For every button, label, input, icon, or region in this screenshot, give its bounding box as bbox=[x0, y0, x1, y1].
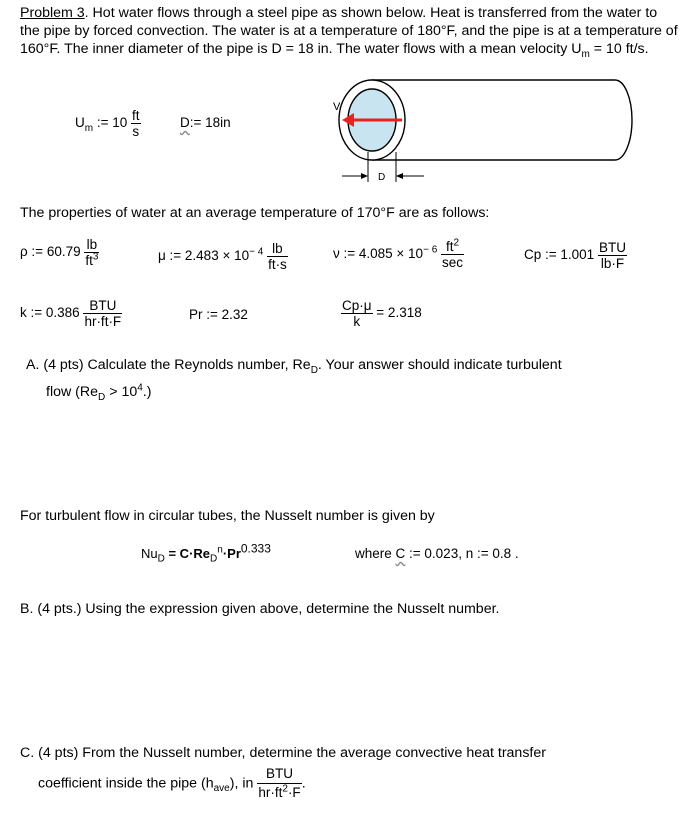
diameter-arrowhead-left bbox=[361, 173, 368, 179]
nusselt-constants bbox=[355, 546, 519, 561]
h-den-exp: 2 bbox=[282, 783, 288, 795]
prandtl-ratio bbox=[341, 298, 422, 329]
nu-pr: ·Pr bbox=[222, 546, 241, 561]
nu-lhs-sub: D bbox=[157, 553, 165, 565]
part-c-text-a: coefficient inside the pipe (h bbox=[38, 775, 214, 792]
nu-lhs: Nu bbox=[141, 546, 158, 561]
c-label: C bbox=[395, 546, 406, 561]
h-unit-den bbox=[257, 784, 301, 802]
um-sub: m bbox=[84, 122, 94, 134]
rho-den-text: ft bbox=[85, 253, 93, 268]
part-a-text-4: > 10 bbox=[105, 384, 138, 400]
nu-eq: = C·Re bbox=[164, 546, 211, 561]
part-a-sub-1: D bbox=[310, 364, 318, 376]
pipe-body bbox=[372, 80, 632, 160]
ratio-num: Cp·μ bbox=[342, 298, 372, 313]
um-unit-num: ft bbox=[132, 108, 140, 123]
ratio-fraction bbox=[341, 298, 373, 329]
nu-exp: − 6 bbox=[423, 244, 438, 256]
mu-exp: − 4 bbox=[249, 246, 264, 258]
c-value: := 0.023, n := 0.8 . bbox=[405, 546, 519, 561]
nu-re-sub: D bbox=[210, 553, 218, 565]
h-unit-num: BTU bbox=[257, 765, 301, 784]
diameter-label: D bbox=[378, 172, 386, 183]
part-a-sup: 4 bbox=[137, 382, 143, 394]
rho-label: ρ := 60.79 bbox=[20, 244, 81, 260]
intro-sub: m bbox=[581, 48, 590, 60]
mu-unit bbox=[267, 241, 288, 272]
mu-unit-num: lb bbox=[267, 241, 288, 257]
h-den-tail: ·F bbox=[287, 785, 301, 800]
where-text: where bbox=[355, 546, 396, 561]
part-a-text-1: A. (4 pts) Calculate the Reynolds number, Re bbox=[26, 357, 311, 373]
cp-unit bbox=[598, 240, 627, 271]
nu-unit-den: sec bbox=[442, 255, 464, 270]
part-c-line-2 bbox=[38, 765, 306, 802]
rho-unit bbox=[84, 237, 99, 268]
k-unit-den: hr·ft·F bbox=[84, 314, 122, 329]
nu-label: ν := 4.085 × 10 bbox=[333, 246, 424, 262]
mu-unit-den: ft·s bbox=[268, 257, 287, 272]
part-b: B. (4 pts.) Using the expression given above, determine the Nusselt number. bbox=[20, 601, 500, 617]
pipe-diagram bbox=[320, 70, 650, 190]
turbulent-text: For turbulent flow in circular tubes, the Nusselt number is given by bbox=[20, 508, 435, 524]
mu-label: μ := 2.483 × 10 bbox=[158, 248, 250, 264]
nu-unit bbox=[441, 239, 464, 270]
cp-unit-num: BTU bbox=[598, 240, 626, 255]
part-a-text-2: . Your answer should indicate turbulent bbox=[317, 357, 562, 373]
d-label: D bbox=[180, 115, 190, 130]
rho-den-exp: 3 bbox=[92, 251, 99, 263]
mu-definition bbox=[158, 241, 288, 272]
h-unit bbox=[257, 765, 301, 802]
properties-intro: The properties of water at an average temperature of 170°F are as follows: bbox=[20, 205, 490, 221]
part-a-text-5: .) bbox=[142, 384, 152, 400]
nu-n-sup: n bbox=[217, 544, 223, 556]
h-den-text: hr·ft bbox=[258, 785, 283, 800]
problem-label: Problem 3 bbox=[20, 5, 85, 21]
cp-label: Cp := 1.001 bbox=[524, 247, 595, 263]
intro-text: . Hot water flows through a steel pipe as shown below. Heat is transferred from the water to the pipe by forced convection. The water is at a temperature of 180°F, and the pipe is at a temperature of 160°F. The inner diameter of the pipe is D = 18 in. The water flows with a mean velocity U bbox=[20, 5, 678, 57]
um-unit-den: s bbox=[132, 124, 140, 139]
diameter-arrowhead-right bbox=[396, 173, 403, 179]
part-c-line-1: C. (4 pts) From the Nusselt number, determine the average convective heat transfer bbox=[20, 745, 546, 761]
cp-unit-den: lb·F bbox=[600, 256, 625, 271]
nu-num-exp: 2 bbox=[453, 237, 460, 249]
part-a-sub-2: D bbox=[98, 391, 106, 403]
part-c-sub: ave bbox=[213, 783, 230, 795]
k-definition bbox=[20, 298, 122, 329]
k-label: k := 0.386 bbox=[20, 305, 80, 321]
ratio-value: = 2.318 bbox=[376, 305, 422, 321]
velocity-label: V bbox=[333, 101, 341, 113]
nu-pr-sup: 0.333 bbox=[240, 541, 271, 556]
ratio-den: k bbox=[353, 314, 361, 329]
um-definition bbox=[75, 108, 141, 139]
k-unit bbox=[83, 298, 122, 329]
d-value: := 18in bbox=[189, 115, 231, 130]
rho-unit-den bbox=[84, 253, 99, 268]
um-unit bbox=[131, 108, 141, 139]
k-unit-num: BTU bbox=[83, 298, 122, 314]
nusselt-equation bbox=[141, 541, 271, 565]
part-c-period: . bbox=[301, 775, 306, 792]
cp-definition bbox=[524, 240, 627, 271]
part-a-text-3: flow (Re bbox=[46, 384, 99, 400]
nu-definition bbox=[333, 239, 464, 270]
problem-intro bbox=[20, 4, 680, 58]
part-c-text-b: ), in bbox=[229, 775, 254, 792]
part-a bbox=[26, 352, 666, 406]
nu-num-text: ft bbox=[446, 239, 454, 254]
nu-unit-num bbox=[441, 239, 464, 255]
d-definition bbox=[180, 115, 231, 130]
pr-definition: Pr := 2.32 bbox=[189, 307, 248, 322]
intro-text-end: = 10 ft/s. bbox=[589, 41, 649, 57]
um-assign: := 10 bbox=[96, 115, 128, 131]
rho-definition bbox=[20, 237, 99, 268]
um-label: U bbox=[75, 115, 85, 131]
rho-unit-num: lb bbox=[84, 237, 99, 253]
